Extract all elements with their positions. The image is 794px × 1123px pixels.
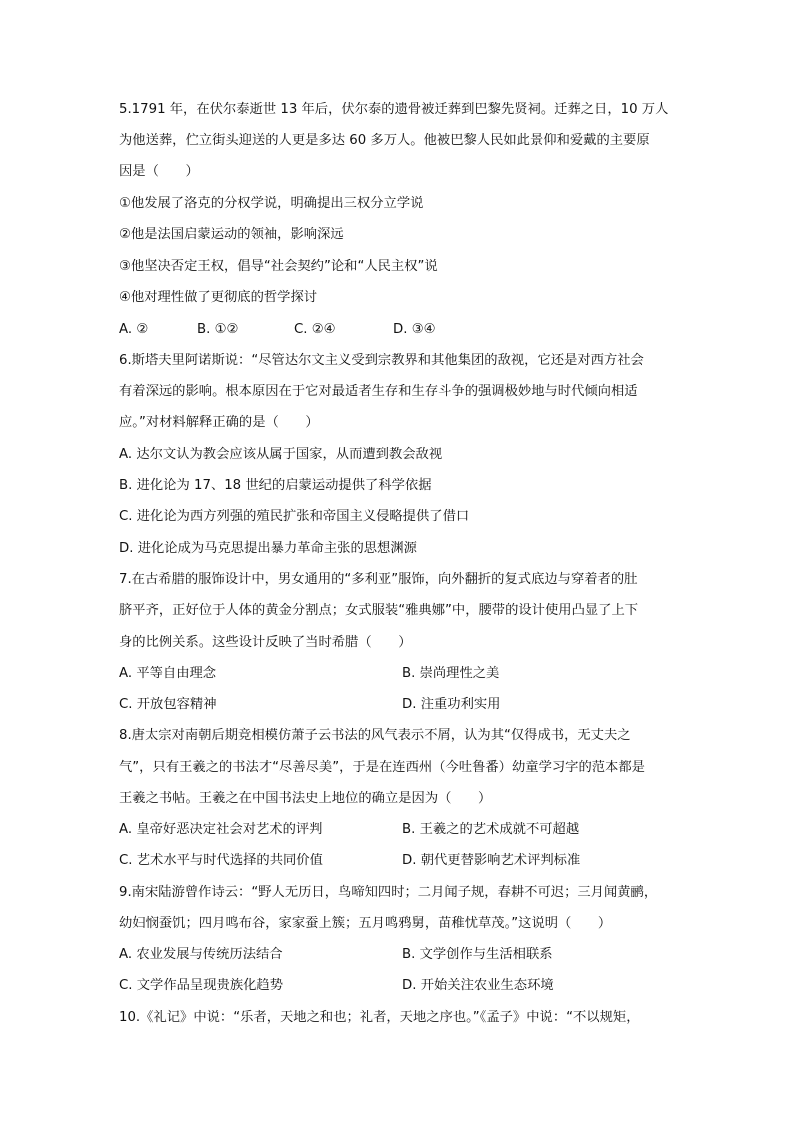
q8-option-c: C. 艺术水平与时代选择的共同价值 xyxy=(119,853,323,868)
q9-option-d: D. 开始关注农业生态环境 xyxy=(402,978,554,993)
q8-option-b: B. 王羲之的艺术成就不可超越 xyxy=(402,822,580,837)
q6-stem-line-1: 6.斯塔夫里阿诺斯说：“尽管达尔文主义受到宗教界和其他集团的敌视，它还是对西方社会 xyxy=(119,353,644,368)
q9-option-a: A. 农业发展与传统历法结合 xyxy=(119,947,283,962)
q8-option-d: D. 朝代更替影响艺术评判标准 xyxy=(402,853,581,868)
q10-stem-line-1: 10.《礼记》中说：“乐者，天地之和也；礼者，天地之序也。”《孟子》中说：“不以规矩， xyxy=(119,1010,640,1025)
q7-option-c: C. 开放包容精神 xyxy=(119,697,217,712)
q5-option-b: B. ①② xyxy=(197,322,239,337)
q7-option-d: D. 注重功利实用 xyxy=(402,697,501,712)
q7-stem-line-3: 身的比例关系。这些设计反映了当时希腊（ ） xyxy=(119,635,412,650)
q5-item-1: ①他发展了洛克的分权学说，明确提出三权分立学说 xyxy=(119,196,424,211)
q5-stem-line-3: 因是（ ） xyxy=(119,164,199,179)
q6-option-b: B. 进化论为 17、18 世纪的启蒙运动提供了科学依据 xyxy=(119,478,432,493)
q7-stem-line-1: 7.在古希腊的服饰设计中，男女通用的“多利亚”服饰，向外翻折的复式底边与穿着者的肚 xyxy=(119,572,638,587)
q7-option-a: A. 平等自由理念 xyxy=(119,666,217,681)
q9-option-c: C. 文学作品呈现贵族化趋势 xyxy=(119,978,284,993)
q9-stem-line-1: 9.南宋陆游曾作诗云：“野人无历日，鸟啼知四时；二月闻子规，春耕不可迟；三月闻黄鹂， xyxy=(119,885,658,900)
q6-option-c: C. 进化论为西方列强的殖民扩张和帝国主义侵略提供了借口 xyxy=(119,509,470,524)
q6-stem-line-2: 有着深远的影响。根本原因在于它对最适者生存和生存斗争的强调极妙地与时代倾向相适 xyxy=(119,384,638,399)
q6-option-a: A. 达尔文认为教会应该从属于国家，从而遭到教会敌视 xyxy=(119,447,443,462)
q6-stem-line-3: 应。”对材料解释正确的是（ ） xyxy=(119,415,319,430)
q5-item-3: ③他坚决否定王权，倡导“社会契约”论和“人民主权”说 xyxy=(119,259,438,274)
q6-option-d: D. 进化论成为马克思提出暴力革命主张的思想渊源 xyxy=(119,541,417,556)
q5-option-a: A. ② xyxy=(119,322,149,337)
q9-option-b: B. 文学创作与生活相联系 xyxy=(402,947,553,962)
q8-stem-line-2: 气”，只有王羲之的书法才“尽善尽美”，于是在连西州（今吐鲁番）幼童学习字的范本都是 xyxy=(119,760,645,775)
q5-stem-line-2: 为他送葬，伫立街头迎送的人更是多达 60 多万人。他被巴黎人民如此景仰和爱戴的主要原 xyxy=(119,133,650,148)
q8-stem-line-3: 王羲之书帖。王羲之在中国书法史上地位的确立是因为（ ） xyxy=(119,791,492,806)
q5-stem-line-1: 5.1791 年，在伏尔泰逝世 13 年后，伏尔泰的遗骨被迁葬到巴黎先贤祠。迁葬之日，10 万人 xyxy=(119,102,669,117)
q7-stem-line-2: 脐平齐，正好位于人体的黄金分割点；女式服装“雅典娜”中，腰带的设计使用凸显了上下 xyxy=(119,603,639,618)
q5-option-c: C. ②④ xyxy=(294,322,336,337)
q8-stem-line-1: 8.唐太宗对南朝后期竞相模仿萧子云书法的风气表示不屑，认为其“仅得成书，无丈夫之 xyxy=(119,728,631,743)
q5-item-4: ④他对理性做了更彻底的哲学探讨 xyxy=(119,290,318,305)
q5-option-d: D. ③④ xyxy=(393,322,436,337)
q9-stem-line-2: 幼妇悯蚕饥；四月鸣布谷，家家蚕上簇；五月鸣鸦舅，苗稚忧草茂。”这说明（ ） xyxy=(119,916,612,931)
q8-option-a: A. 皇帝好恶决定社会对艺术的评判 xyxy=(119,822,323,837)
q7-option-b: B. 崇尚理性之美 xyxy=(402,666,500,681)
q5-item-2: ②他是法国启蒙运动的领袖，影响深远 xyxy=(119,227,344,242)
